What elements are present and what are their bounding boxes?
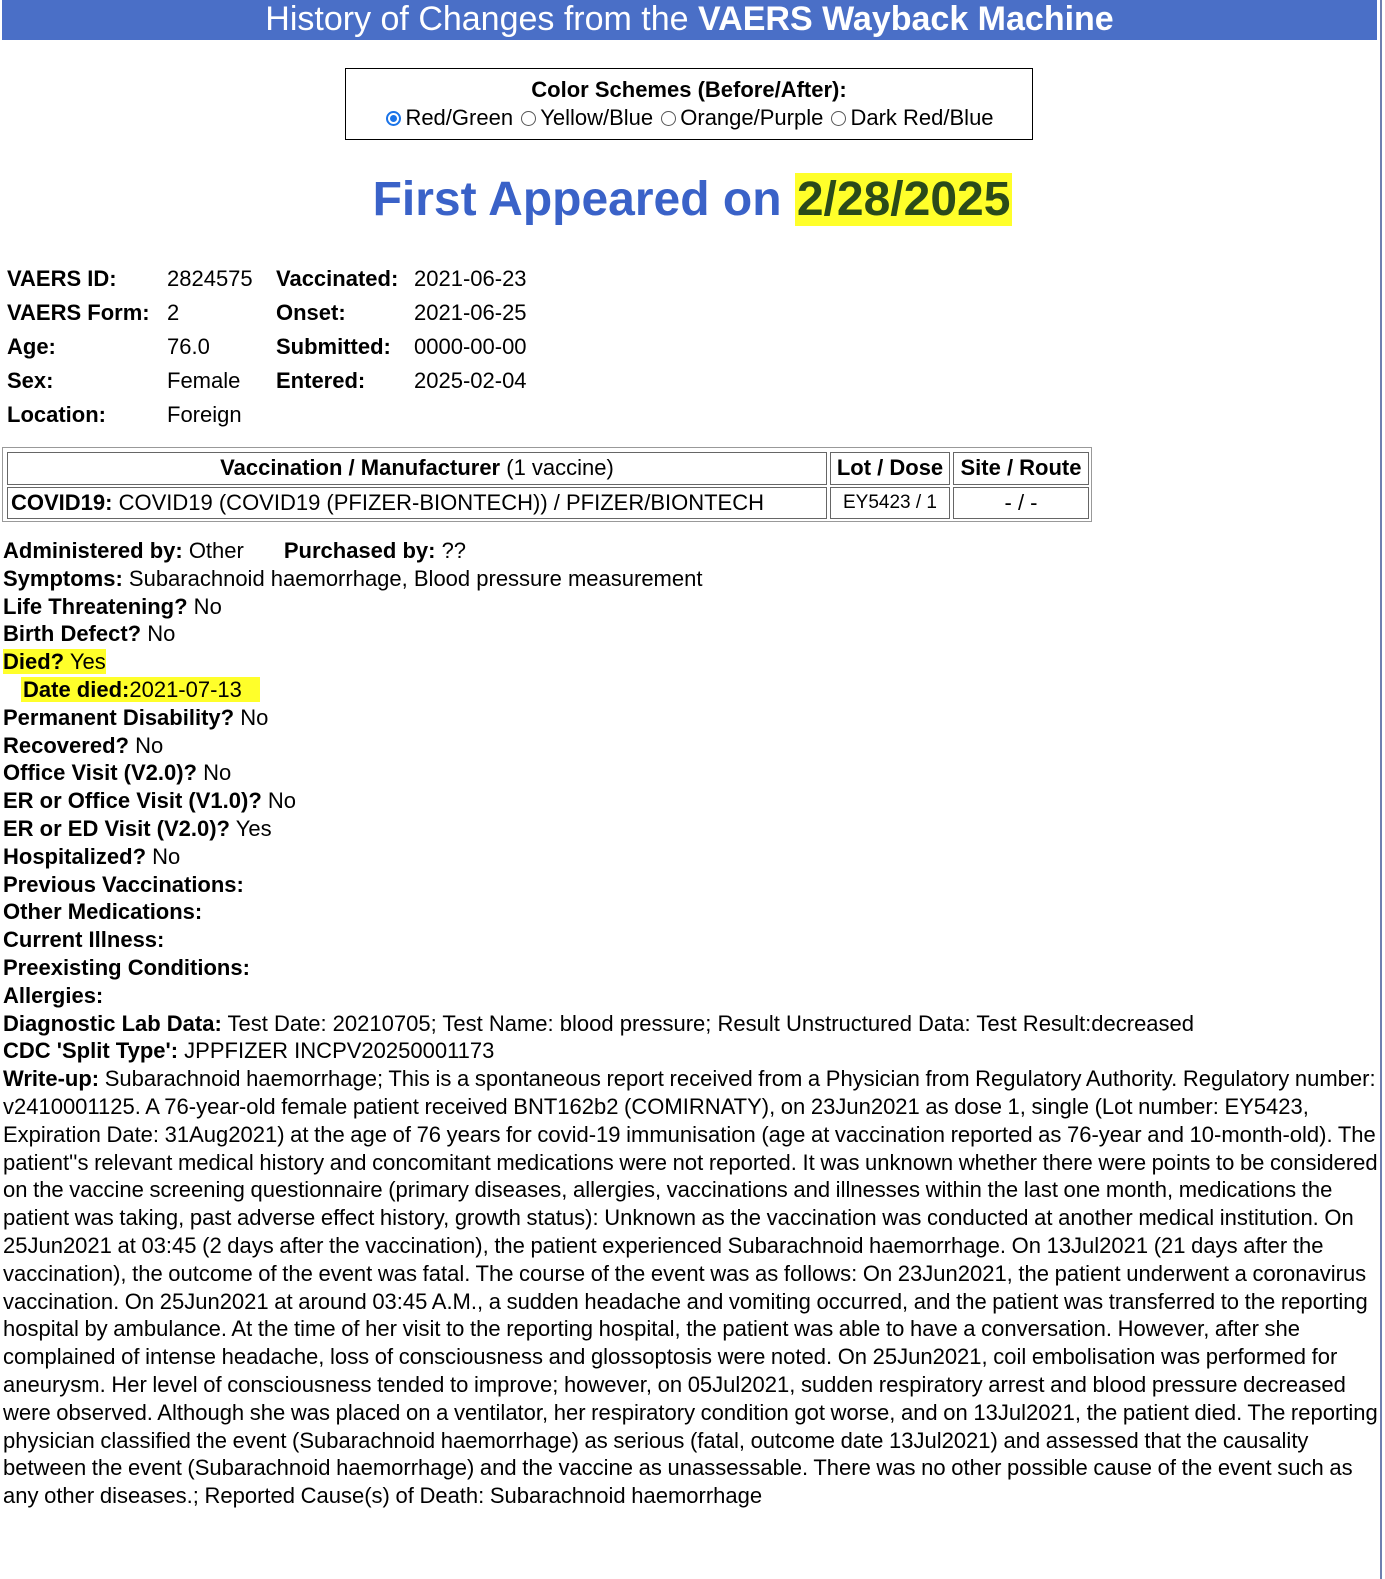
site-route-value: - / - xyxy=(953,487,1089,519)
hospitalized-value: No xyxy=(146,843,181,869)
writeup-row xyxy=(3,1065,1381,1510)
site-route-header: Site / Route xyxy=(960,455,1082,480)
report-labels-left xyxy=(7,262,150,432)
color-schemes-box xyxy=(345,68,1033,140)
first-appeared-label: First Appeared on xyxy=(372,173,795,226)
diagnostic-lab-label: Diagnostic Lab Data: xyxy=(3,1010,222,1036)
birth-defect-row xyxy=(3,620,1381,648)
scheme-radio-orange-purple[interactable] xyxy=(661,111,676,126)
recovered-row xyxy=(3,732,1381,760)
scheme-label-dark-red-blue[interactable]: Dark Red/Blue xyxy=(850,105,994,130)
first-appeared-date: 2/28/2025 xyxy=(796,173,1011,226)
vaccine-table-header-lot xyxy=(830,452,950,485)
scheme-radio-red-green[interactable] xyxy=(386,111,401,126)
date-died-label: Date died: xyxy=(23,676,130,702)
life-threatening-label: Life Threatening? xyxy=(3,593,188,619)
scheme-radio-yellow-blue[interactable] xyxy=(521,111,536,126)
split-type-row xyxy=(3,1037,1381,1065)
vaers-id-value: 2824575 xyxy=(167,266,253,291)
diagnostic-lab-value: Test Date: 20210705; Test Name: blood pressure; Result Unstructured Data: Test Result:decreased xyxy=(221,1010,1195,1036)
sex-value: Female xyxy=(167,368,241,393)
vaers-id-label: VAERS ID: xyxy=(7,266,117,291)
er-office-visit-label: ER or Office Visit (V1.0)? xyxy=(3,788,262,814)
report-labels-right xyxy=(276,262,398,398)
administered-label: Administered by: xyxy=(3,538,183,563)
administered-row xyxy=(3,537,1381,565)
vaccine-type: COVID19: xyxy=(11,490,113,515)
submitted-value: 0000-00-00 xyxy=(414,334,527,359)
vaccine-name: COVID19 (COVID19 (PFIZER-BIONTECH)) / PFIZER/BIONTECH xyxy=(112,490,764,515)
vaccine-table xyxy=(2,447,1092,522)
date-died-row xyxy=(3,676,1381,704)
birth-defect-value: No xyxy=(141,621,176,647)
allergies-row xyxy=(3,982,1381,1010)
color-schemes-title: Color Schemes (Before/After): xyxy=(531,77,847,102)
vaccine-table-header-site xyxy=(953,452,1089,485)
writeup-label: Write-up: xyxy=(3,1066,100,1092)
previous-vaccinations-label: Previous Vaccinations: xyxy=(3,871,244,897)
office-visit-label: Office Visit (V2.0)? xyxy=(3,760,197,786)
age-label: Age: xyxy=(7,334,56,359)
lot-dose-header: Lot / Dose xyxy=(836,455,944,480)
vaccine-count: (1 vaccine) xyxy=(500,455,614,480)
scheme-radio-dark-red-blue[interactable] xyxy=(831,111,846,126)
onset-value: 2021-06-25 xyxy=(414,300,527,325)
permanent-disability-value: No xyxy=(234,704,269,730)
other-medications-label: Other Medications: xyxy=(3,899,203,925)
permanent-disability-row xyxy=(3,704,1381,732)
purchased-label: Purchased by: xyxy=(283,538,436,563)
banner-title: VAERS Wayback Machine xyxy=(698,0,1114,38)
date-died-value: 2021-07-13 xyxy=(129,676,242,702)
died-label: Died? xyxy=(3,649,65,675)
office-visit-value: No xyxy=(196,760,232,786)
location-value: Foreign xyxy=(167,402,242,427)
allergies-label: Allergies: xyxy=(3,982,104,1008)
scheme-label-red-green[interactable]: Red/Green xyxy=(405,105,514,130)
recovered-value: No xyxy=(128,732,164,758)
report-values-left xyxy=(167,262,253,432)
symptoms-label: Symptoms: xyxy=(3,565,123,591)
preexisting-conditions-row xyxy=(3,954,1381,982)
office-visit-row xyxy=(3,759,1381,787)
er-ed-visit-row xyxy=(3,815,1381,843)
vaccinated-value: 2021-06-23 xyxy=(414,266,527,291)
location-label: Location: xyxy=(7,402,106,427)
er-office-visit-value: No xyxy=(261,788,297,814)
vaers-form-value: 2 xyxy=(167,300,180,325)
other-medications-row xyxy=(3,898,1381,926)
report-values-right xyxy=(414,262,527,398)
life-threatening-row xyxy=(3,593,1381,621)
symptoms-value: Subarachnoid haemorrhage, Blood pressure measurement xyxy=(122,565,703,591)
recovered-label: Recovered? xyxy=(3,732,129,758)
vaccination-manufacturer-header: Vaccination / Manufacturer xyxy=(220,455,501,480)
diagnostic-lab-row xyxy=(3,1010,1381,1038)
sex-label: Sex: xyxy=(7,368,54,393)
submitted-label: Submitted: xyxy=(276,334,391,359)
page-banner xyxy=(2,0,1377,40)
died-row xyxy=(3,648,1381,676)
banner-prefix: History of Changes from the xyxy=(265,0,699,38)
previous-vaccinations-row xyxy=(3,871,1381,899)
hospitalized-row xyxy=(3,843,1381,871)
writeup-text: Subarachnoid haemorrhage; This is a spontaneous report received from a Physician from Regulatory Authority. Regulatory number: v2410001125. A 76-year-old female patient received BNT162b2 (COMIRNATY), on 23Jun2021 as dose 1, single (Lot number: EY5423, Expiration Date: 31Aug2021) at the age of 76 years for covid-19 immunisation (age at vaccination reported as 76-year and 10-month-old). The patient''s relevant medical history and concomitant medications were not reported. It was unknown whether there were points to be considered on the vaccine screening questionnaire (primary diseases, allergies, vaccinations and illnesses within the last one month, medications the patient was taking, past adverse effect history, growth status): Unknown as the vaccination was conducted at another medical institution. On 25Jun2021 at 03:45 (2 days after the vaccination), the patient experienced Subarachnoid haemorrhage. On 13Jul2021 (21 days after the vaccination), the outcome of the event was fatal. The course of the event was as follows: On 23Jun2021, the patient underwent a coronavirus vaccination. On 25Jun2021 at around 03:45 A.M., a sudden headache and vomiting occurred, and the patient was transferred to the reporting hospital by ambulance. At the time of her visit to the reporting hospital, the patient was able to have a conversation. However, after she complained of intense headache, loss of consciousness and glossoptosis were noted. On 25Jun2021, coil embolisation was performed for aneurysm. Her level of consciousness tended to improve; however, on 05Jul2021, sudden respiratory arrest and blood pressure decreased were observed. Although she was placed on a ventilator, her respiratory condition got worse, and on 13Jul2021, the patient died. The reporting physician classified the event (Subarachnoid haemorrhage) as serious (fatal, outcome date 13Jul2021) and assessed that the causality between the event (Subarachnoid haemorrhage) and the vaccine as unassessable. There was no other possible cause of the event such as any other diseases.; Reported Cause(s) of Death: Subarachnoid haemorrhage xyxy=(3,1066,1378,1509)
symptoms-row xyxy=(3,565,1381,593)
purchased-value: ?? xyxy=(435,538,467,563)
entered-value: 2025-02-04 xyxy=(414,368,527,393)
vaccine-table-vaccine-cell xyxy=(7,487,827,519)
report-details xyxy=(3,537,1381,1510)
er-ed-visit-label: ER or ED Visit (V2.0)? xyxy=(3,815,230,841)
birth-defect-label: Birth Defect? xyxy=(3,621,142,647)
first-appeared-heading xyxy=(0,172,1385,227)
scheme-label-yellow-blue[interactable]: Yellow/Blue xyxy=(540,105,654,130)
preexisting-conditions-label: Preexisting Conditions: xyxy=(3,954,250,980)
split-type-value: JPPFIZER INCPV20250001173 xyxy=(178,1038,495,1064)
vaccine-table-header-vaccination xyxy=(7,452,827,485)
current-illness-row xyxy=(3,926,1381,954)
life-threatening-value: No xyxy=(187,593,222,619)
permanent-disability-label: Permanent Disability? xyxy=(3,704,235,730)
died-value: Yes xyxy=(64,649,106,675)
onset-label: Onset: xyxy=(276,300,346,325)
hospitalized-label: Hospitalized? xyxy=(3,843,147,869)
age-value: 76.0 xyxy=(167,334,210,359)
split-type-label: CDC 'Split Type': xyxy=(3,1038,179,1064)
color-scheme-options xyxy=(346,105,1032,131)
vaccinated-label: Vaccinated: xyxy=(276,266,399,291)
current-illness-label: Current Illness: xyxy=(3,927,165,953)
lot-dose-value: EY5423 / 1 xyxy=(830,487,950,519)
administered-value: Other xyxy=(182,538,244,563)
entered-label: Entered: xyxy=(276,368,366,393)
vaers-form-label: VAERS Form: xyxy=(7,300,150,325)
scheme-label-orange-purple[interactable]: Orange/Purple xyxy=(680,105,824,130)
er-ed-visit-value: Yes xyxy=(229,815,272,841)
er-office-visit-row xyxy=(3,787,1381,815)
